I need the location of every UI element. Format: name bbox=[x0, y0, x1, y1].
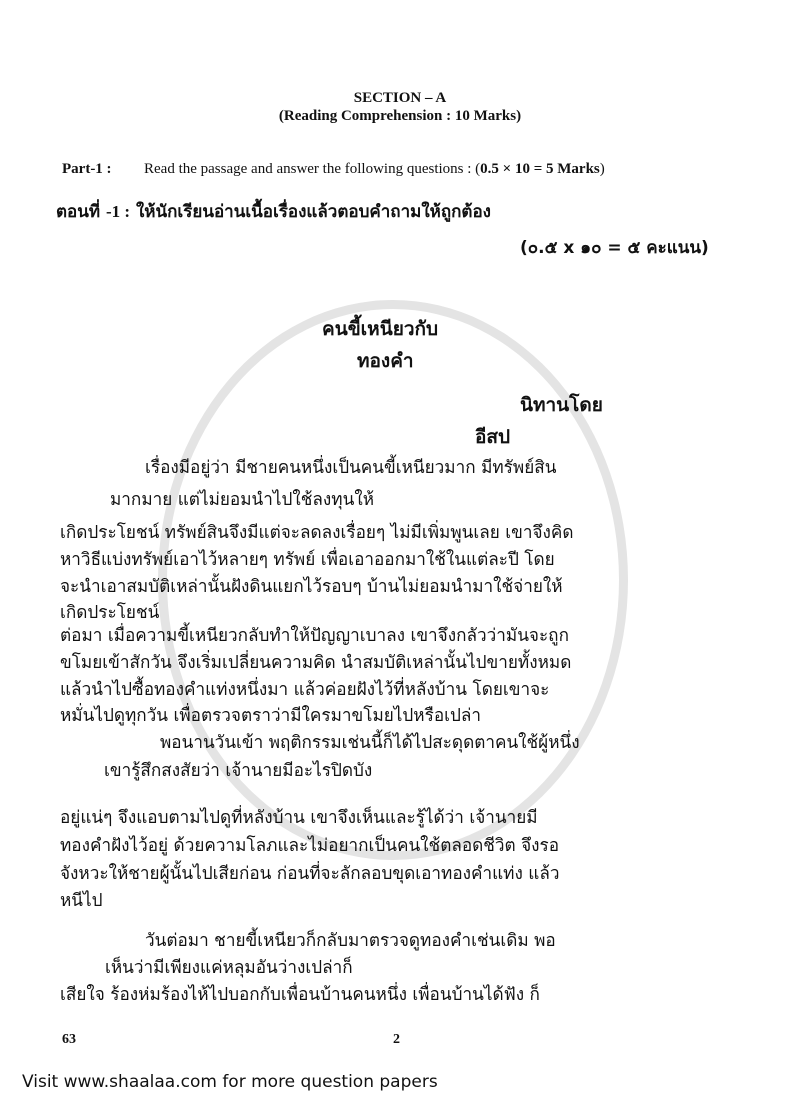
thai-part-num: -1 : bbox=[106, 202, 131, 221]
passage-line: ต่อมา เมื่อความขี้เหนียวกลับทำให้ปัญญาเบาลง เขาจึงกลัวว่ามันจะถูก bbox=[60, 626, 569, 646]
part-instruction bbox=[144, 162, 605, 177]
instruction-text: Read the passage and answer the following questions : ( bbox=[144, 161, 481, 177]
passage-line: จังหวะให้ชายผู้นั้นไปเสียก่อน ก่อนที่จะลักลอบขุดเอาทองคำแท่ง แล้ว bbox=[60, 864, 560, 884]
passage-line: จะนำเอาสมบัติเหล่านั้นฝังดินแยกไว้รอบๆ บ้านไม่ยอมนำมาใช้จ่ายให้ bbox=[60, 577, 563, 597]
page-number: 2 bbox=[393, 1032, 400, 1047]
section-subtitle: (Reading Comprehension : 10 Marks) bbox=[278, 108, 522, 124]
story-byline-2: อีสป bbox=[475, 426, 511, 448]
passage-line: เรื่องมีอยู่ว่า มีชายคนหนึ่งเป็นคนขี้เหนียวมาก มีทรัพย์สิน bbox=[145, 458, 557, 478]
passage-line: วันต่อมา ชายขี้เหนียวก็กลับมาตรวจดูทองคำเช่นเดิม พอ bbox=[145, 931, 556, 951]
passage-line: เกิดประโยชน์ ทรัพย์สินจึงมีแต่จะลดลงเรื่อยๆ ไม่มีเพิ่มพูนเลย เขาจึงคิด bbox=[60, 523, 574, 543]
passage-line: หมั่นไปดูทุกวัน เพื่อตรวจตราว่ามีใครมาขโมยไปหรือเปล่า bbox=[60, 706, 482, 726]
thai-part-label: ตอนที่ bbox=[56, 202, 101, 222]
thai-part-instruction: ให้นักเรียนอ่านเนื้อเรื่องแล้วตอบคำถามให้ถูกต้อง bbox=[136, 202, 491, 222]
passage-line: เสียใจ ร้องห่มร้องไห้ไปบอกกับเพื่อนบ้านคนหนึ่ง เพื่อนบ้านได้ฟัง ก็ bbox=[60, 985, 540, 1005]
passage-line: เกิดประโยชน์ bbox=[60, 603, 160, 623]
passage-line: พอนานวันเข้า พฤติกรรมเช่นนี้ก็ได้ไปสะดุดตาคนใช้ผู้หนึ่ง bbox=[160, 733, 580, 753]
passage-line: เขารู้สึกสงสัยว่า เจ้านายมีอะไรปิดบัง bbox=[104, 761, 373, 781]
passage-line: แล้วนำไปซื้อทองคำแท่งหนึ่งมา แล้วค่อยฝังไว้ที่หลังบ้าน โดยเขาจะ bbox=[60, 680, 550, 700]
passage-line: อยู่แน่ๆ จึงแอบตามไปดูที่หลังบ้าน เขาจึงเห็นและรู้ได้ว่า เจ้านายมี bbox=[60, 808, 538, 828]
passage-line: มากมาย แต่ไม่ยอมนำไปใช้ลงทุนให้ bbox=[110, 490, 375, 510]
passage-line: เห็นว่ามีเพียงแค่หลุมอันว่างเปล่าก็ bbox=[105, 958, 353, 978]
visit-link[interactable]: Visit www.shaalaa.com for more question papers bbox=[22, 1072, 438, 1092]
part-label: Part-1 : bbox=[62, 161, 112, 177]
passage-line: ทองคำฝังไว้อยู่ ด้วยความโลภและไม่อยากเป็นคนใช้ตลอดชีวิต จึงรอ bbox=[60, 836, 560, 856]
passage-line: หาวิธีแบ่งทรัพย์เอาไว้หลายๆ ทรัพย์ เพื่อเอาออกมาใช้ในแต่ละปี โดย bbox=[60, 550, 555, 570]
story-title-line2: ทองคำ bbox=[357, 350, 414, 372]
story-byline-1: นิทานโดย bbox=[520, 394, 603, 416]
paper-code: 63 bbox=[62, 1032, 76, 1047]
story-title-line1: คนขี้เหนียวกับ bbox=[322, 318, 439, 340]
thai-part-heading bbox=[56, 203, 491, 221]
close-paren: ) bbox=[599, 161, 605, 177]
thai-part-marks: (๐.๕ x ๑๐ = ๕ คะแนน) bbox=[520, 238, 709, 258]
passage-line: หนีไป bbox=[60, 891, 103, 911]
part-marks: 0.5 × 10 = 5 Marks bbox=[480, 161, 600, 177]
passage-line: ขโมยเข้าสักวัน จึงเริ่มเปลี่ยนความคิด นำสมบัติเหล่านั้นไปขายทั้งหมด bbox=[60, 653, 572, 673]
section-title: SECTION – A bbox=[353, 90, 447, 106]
